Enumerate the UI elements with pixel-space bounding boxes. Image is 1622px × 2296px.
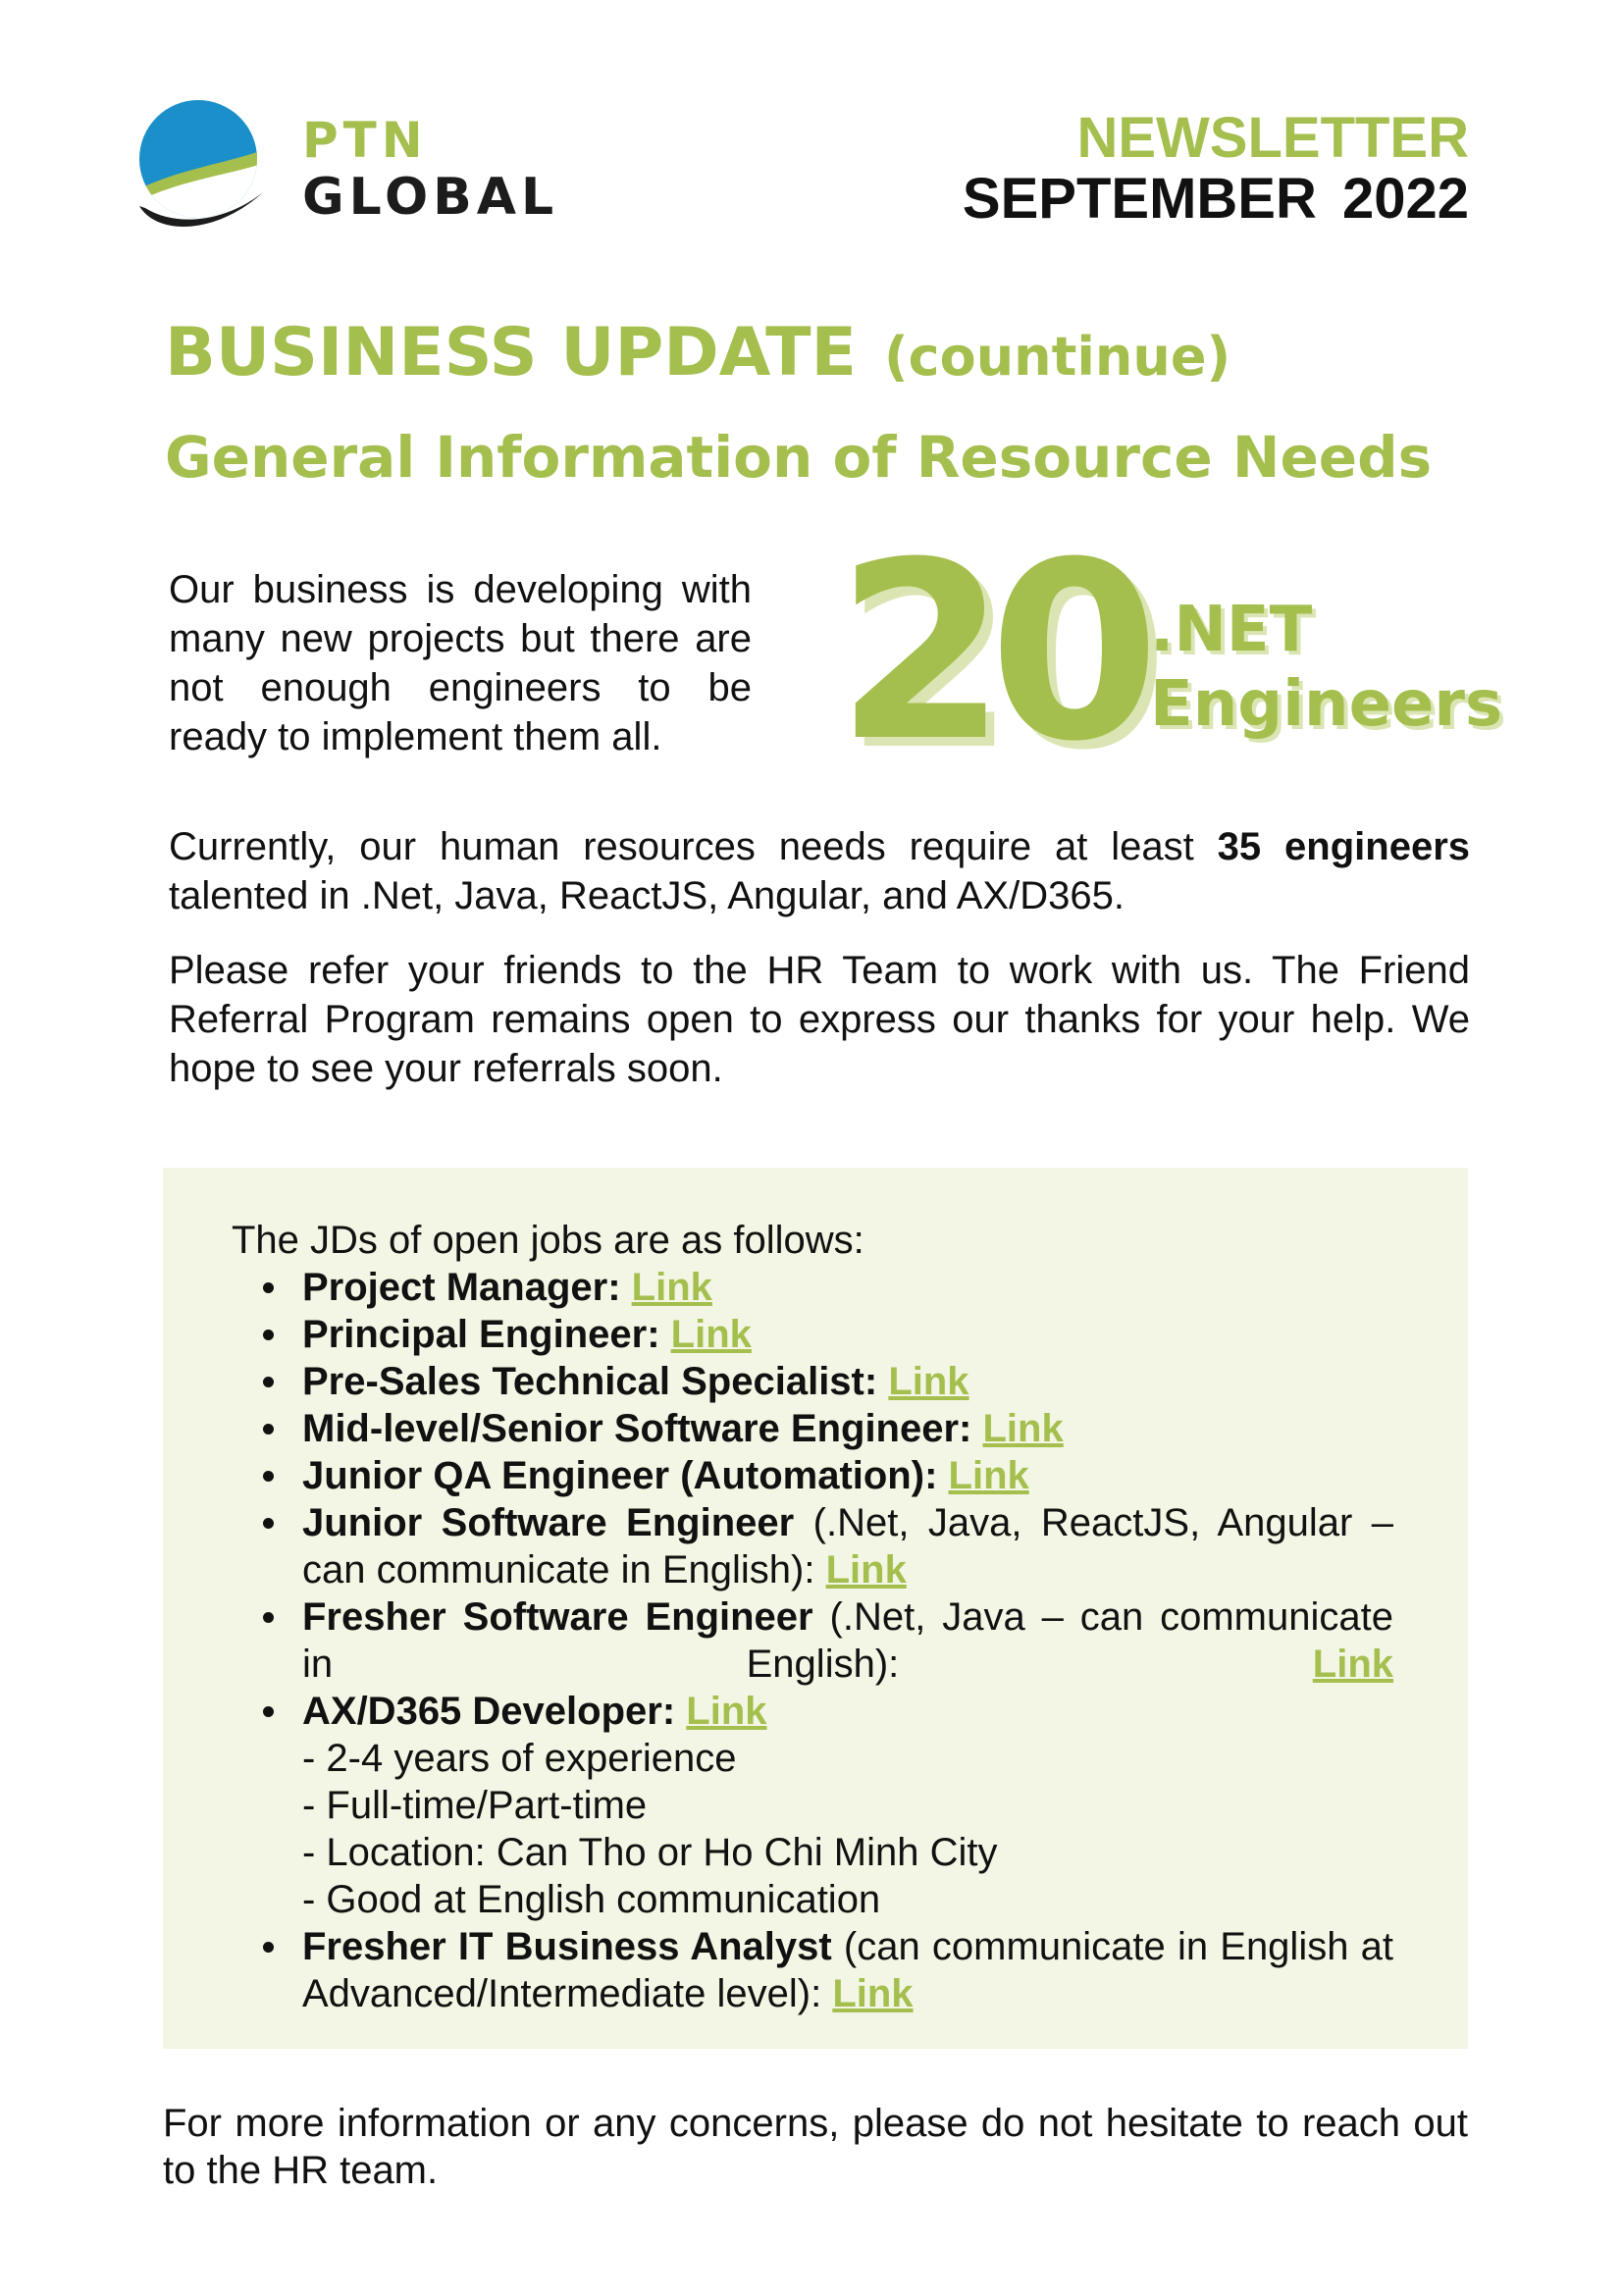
job-link[interactable]: Link: [948, 1454, 1029, 1497]
job-item-junior-qa-engineer: [232, 1452, 1393, 1499]
job-link[interactable]: Link: [888, 1360, 969, 1403]
job-title: Pre-Sales Technical Specialist:: [302, 1360, 878, 1403]
job-item-fresher-business-analyst: [232, 1923, 1393, 2017]
section-subtitle: General Information of Resource Needs: [165, 424, 1433, 491]
job-link[interactable]: Link: [1312, 1643, 1393, 1686]
job-title: Project Manager:: [302, 1266, 621, 1309]
job-link[interactable]: Link: [825, 1548, 907, 1592]
job-title: Junior Software Engineer: [302, 1501, 795, 1544]
logo-text-global: GLOBAL: [302, 168, 559, 227]
referral-paragraph: Please refer your friends to the HR Team to work with us. The Friend Referral Program remains open to express our thanks for your help. We hope to see your referrals soon.: [169, 949, 1470, 1090]
footer-contact-note: For more information or any concerns, please do not hesitate to reach out to the HR team.: [163, 2102, 1468, 2192]
job-title: Fresher IT Business Analyst: [302, 1925, 832, 1968]
job-item-mid-senior-engineer: [232, 1405, 1393, 1452]
newsletter-label: NEWSLETTER: [1076, 106, 1469, 170]
job-description: (.Net, Java – can communicate in English):: [302, 1595, 1393, 1686]
job-link[interactable]: Link: [670, 1313, 752, 1356]
logo-text-ptn: PTN: [302, 112, 428, 169]
job-title: AX/D365 Developer:: [302, 1690, 676, 1733]
job-title: Mid-level/Senior Software Engineer:: [302, 1407, 972, 1450]
open-jobs-box: [163, 1168, 1468, 2049]
job-link[interactable]: Link: [982, 1407, 1064, 1450]
intro-paragraph: Our business is developing with many new projects but there are not enough engineers to be ready to implement them all.: [169, 568, 752, 758]
job-link[interactable]: Link: [686, 1690, 767, 1733]
job-detail: - Location: Can Tho or Ho Chi Minh City: [302, 1831, 998, 1874]
resource-needs-paragraph: [169, 822, 1470, 920]
highlight-label-net: .NET: [1150, 594, 1313, 666]
job-title: Fresher Software Engineer: [302, 1595, 813, 1639]
section-title: [165, 314, 1230, 391]
resource-needs-text-1: Currently, our human resources needs require at least: [169, 825, 1218, 868]
job-item-project-manager: [232, 1264, 1393, 1311]
job-link[interactable]: Link: [631, 1266, 712, 1309]
section-title-suffix: (countinue): [883, 326, 1231, 388]
highlight-label-engineers: Engineers: [1150, 668, 1503, 741]
job-detail: - Good at English communication: [302, 1878, 881, 1921]
section-title-main: BUSINESS UPDATE: [165, 314, 857, 391]
globe-swoosh-icon: [137, 98, 275, 245]
issue-date: SEPTEMBER 2022: [962, 167, 1469, 231]
open-jobs-intro: The JDs of open jobs are as follows:: [232, 1219, 864, 1262]
job-detail: - 2-4 years of experience: [302, 1737, 737, 1780]
newsletter-header: [963, 108, 1469, 230]
job-detail: - Full-time/Part-time: [302, 1784, 648, 1827]
job-description: (can communicate in English at Advanced/Intermediate level):: [302, 1925, 1393, 2015]
job-item-principal-engineer: [232, 1311, 1393, 1358]
job-title: Principal Engineer:: [302, 1313, 660, 1356]
job-item-pre-sales-specialist: [232, 1358, 1393, 1405]
resource-needs-text-2: talented in .Net, Java, ReactJS, Angular, and AX/D365.: [169, 874, 1125, 917]
job-description: (.Net, Java, ReactJS, Angular – can communicate in English):: [302, 1501, 1393, 1592]
job-link[interactable]: Link: [832, 1972, 914, 2015]
highlight-number: 20: [836, 509, 1142, 795]
highlight-label: [1150, 593, 1502, 742]
open-jobs-list: [232, 1264, 1393, 2017]
job-item-junior-software-engineer: [232, 1499, 1393, 1593]
job-item-ax-d365-developer: [232, 1688, 1393, 1923]
company-logo: [137, 98, 569, 245]
resource-needs-count: 35 engineers: [1217, 825, 1471, 868]
job-title: Junior QA Engineer (Automation):: [302, 1454, 938, 1497]
job-item-fresher-software-engineer: [232, 1593, 1393, 1688]
